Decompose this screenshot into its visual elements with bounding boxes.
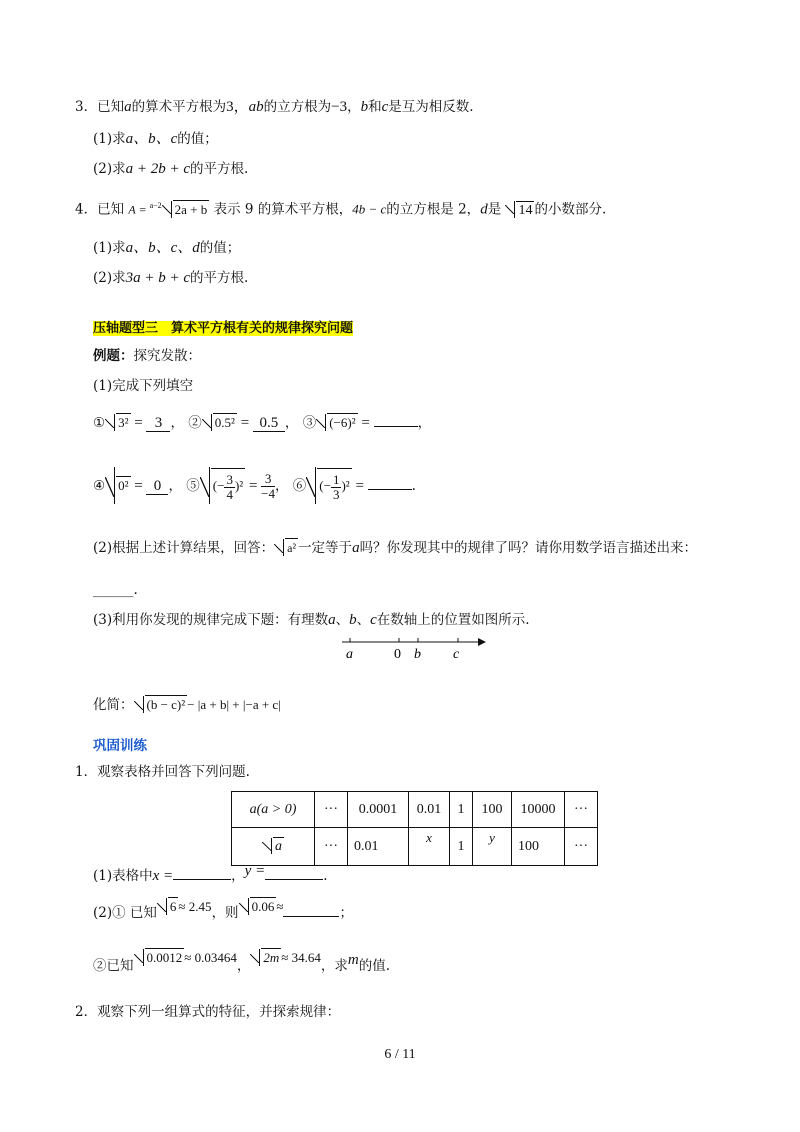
table-cell: 0.01 — [409, 792, 450, 828]
sqrt-14: 14 — [505, 200, 534, 220]
q3-part1: (1)求a、b、c的值； — [93, 131, 218, 147]
q4-part2: (2)求3a + b + c的平方根. — [93, 270, 249, 286]
table-cell: y — [473, 828, 512, 866]
q4-stem: 4．已知 A = $^{a-2}$ 2a + b 表示 9 的算术平方根，4b − c的立方根是 2，d是 14 的小数部分. — [75, 201, 607, 218]
table-row — [232, 792, 598, 828]
table-cell: 0.0001 — [348, 792, 409, 828]
c-part2: (2)① 已知 6 ≈ 2.45，则 0.06 ≈ ； — [93, 899, 353, 921]
fill-row-1: ① 3² = 3 ， ② 0.5² = 0.5 ， ③ (−6)² = ， — [93, 415, 432, 431]
c-q2: 2．观察下列一组算式的特征，并探索规律： — [75, 1004, 341, 1020]
part2: (2)根据上述计算结果，回答： a² 一定等于a吗？你发现其中的规律了吗？请你用数学语言描述出来： — [93, 540, 698, 556]
number-line — [330, 632, 490, 664]
table-cell: x — [409, 828, 450, 866]
axis-label-b: b — [414, 647, 421, 662]
part3: (3)利用你发现的规律完成下题：有理数a、b、c在数轴上的位置如图所示. — [93, 612, 530, 628]
section-heading: 压轴题型三 算术平方根有关的规律探究问题 — [93, 321, 354, 336]
q4-part1: (1)求a、b、c、d的值； — [93, 240, 241, 256]
simplify: 化简： (b − c)² − |a + b| + |−a + c| — [93, 697, 281, 713]
table-cell: 1 — [450, 828, 473, 866]
q3-part2: (2)求a + 2b + c的平方根. — [93, 161, 249, 177]
q3-stem: 3．已知a的算术平方根为3，ab的立方根为−3，b和c是互为相反数. — [75, 99, 474, 115]
table-cell: 10000 — [512, 792, 565, 828]
table-row — [232, 828, 598, 866]
table-cell: ··· — [315, 828, 348, 866]
table-cell: 1 — [450, 792, 473, 828]
table-cell: 0.01 — [348, 828, 409, 866]
value-table — [231, 791, 598, 866]
table-cell: ··· — [565, 792, 598, 828]
axis-label-0: 0 — [394, 647, 401, 662]
page-number: 6 / 11 — [384, 1047, 416, 1062]
table-cell: ··· — [565, 828, 598, 866]
c-q1: 1．观察表格并回答下列问题. — [75, 764, 250, 780]
cube-root: 2a + b — [162, 200, 210, 220]
axis-label-a: a — [346, 647, 353, 662]
part1-label: (1)完成下列填空 — [93, 378, 194, 394]
table-cell: ··· — [315, 792, 348, 828]
consolidate-title: 巩固训练 — [93, 738, 147, 754]
table-cell: a(a > 0) — [232, 792, 315, 828]
table-cell: 100 — [512, 828, 565, 866]
table-cell: a — [232, 828, 315, 866]
fill-row-2: ④ 0² = 0 ， ⑤ (− $\frac{3}{4}$ )² = $\frac{3}{-4}$ ， ⑥ (− $\frac{1}{3}$ )² = . — [93, 466, 416, 506]
part2-blank: ______. — [93, 582, 138, 598]
table-cell: 100 — [473, 792, 512, 828]
example-line: 例题：探究发散： — [93, 348, 201, 364]
axis-label-c: c — [453, 647, 460, 662]
c-part1: (1)表格中x = ，y = . — [93, 863, 328, 884]
c-part3: ②已知0.0012 ≈ 0.03464，2m ≈ 34.64，求m的值. — [93, 950, 391, 974]
